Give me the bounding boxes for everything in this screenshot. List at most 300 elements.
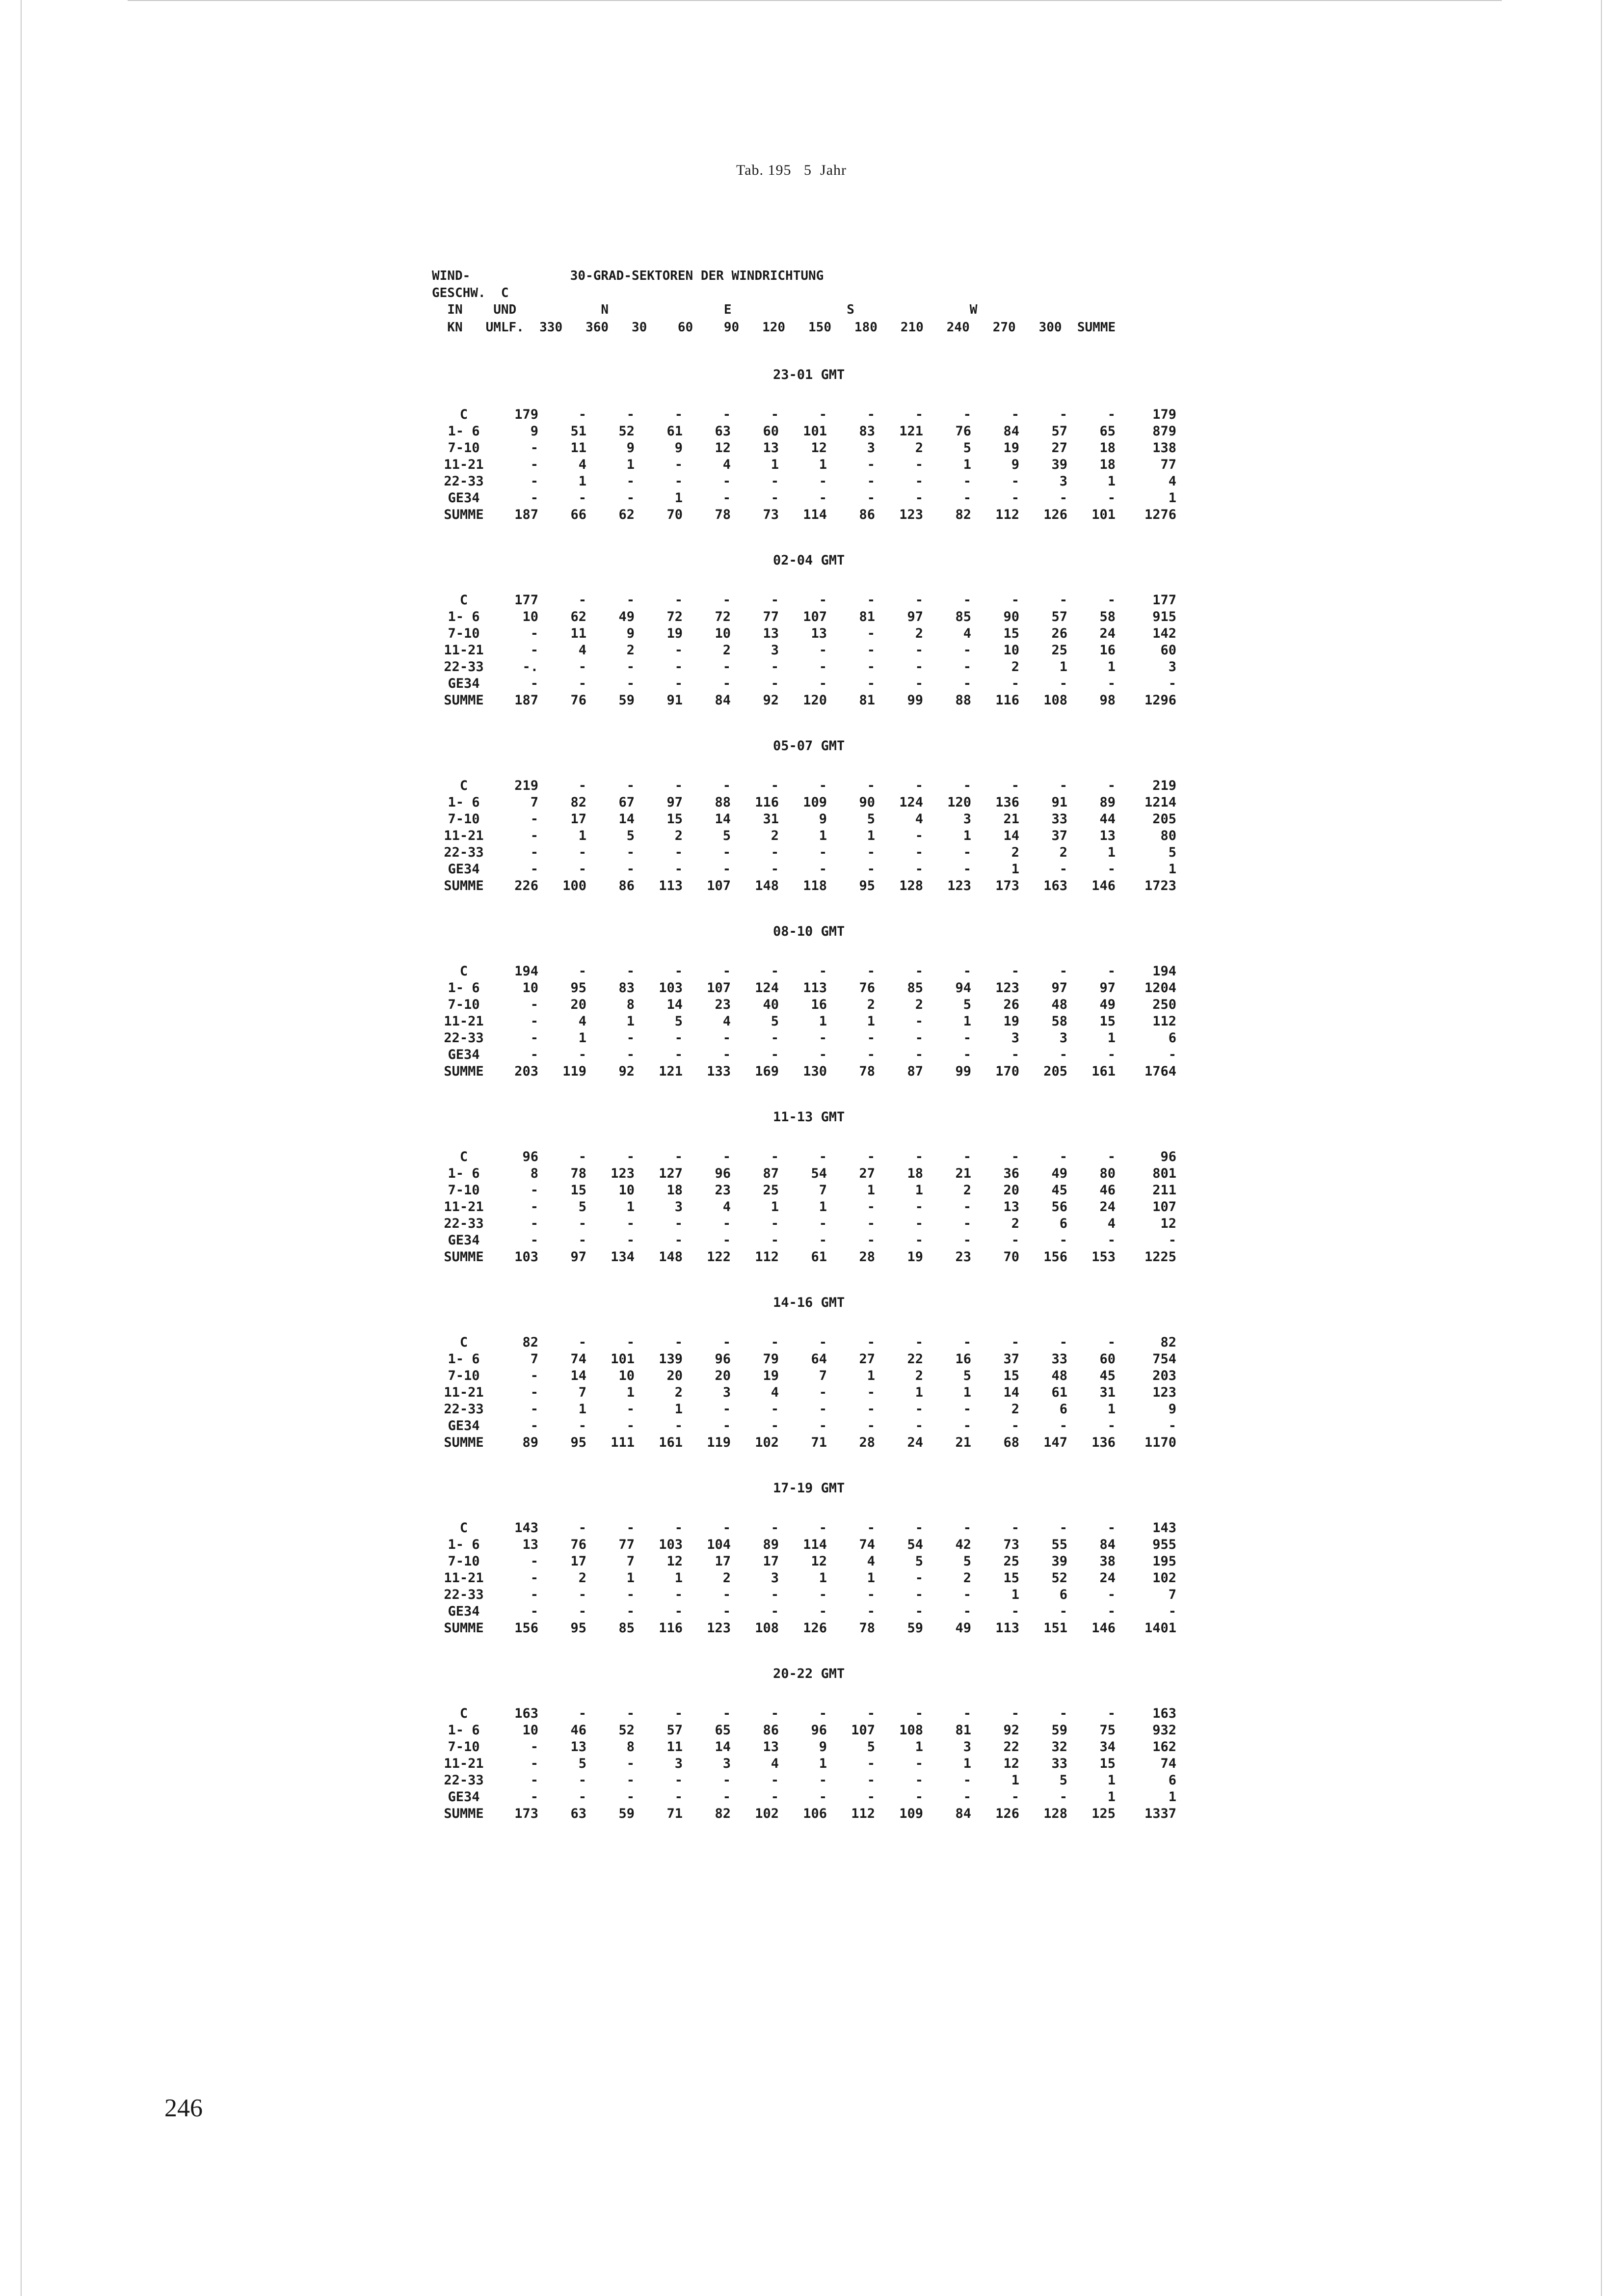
table-cell: 5 — [867, 811, 875, 827]
table-cell: 45 — [1051, 1183, 1067, 1198]
table-cell: 33 — [1051, 811, 1067, 827]
table-cell: - — [674, 1604, 683, 1619]
row-label: 7-10 — [448, 997, 480, 1012]
table-cell: 27 — [859, 1351, 875, 1367]
table-cell: - — [722, 1047, 731, 1062]
table-cell: 2 — [771, 828, 779, 843]
row-label: 7-10 — [448, 1739, 480, 1755]
table-cell: 112 — [995, 507, 1019, 522]
row-label: 7-10 — [448, 1368, 480, 1383]
row-label: 11-21 — [444, 1385, 484, 1400]
table-cell: 18 — [907, 1166, 923, 1181]
row-total-cell: 179 — [1152, 407, 1176, 422]
table-cell: 18 — [1099, 440, 1116, 456]
row-total-cell: 1 — [1168, 1789, 1176, 1805]
table-cell: - — [722, 593, 731, 608]
table-cell: 59 — [1051, 1723, 1067, 1738]
table-cell: - — [626, 845, 635, 860]
row-label: 1- 6 — [448, 1166, 480, 1181]
table-cell: - — [819, 862, 827, 877]
table-cell: 4 — [771, 1385, 779, 1400]
table-cell: - — [867, 1520, 875, 1536]
table-cell: 89 — [522, 1435, 538, 1450]
table-cell: 3 — [722, 1756, 731, 1771]
table-cell: 104 — [707, 1537, 731, 1552]
table-cell: 107 — [707, 980, 731, 996]
table-cell: 88 — [955, 693, 971, 708]
block-title: 23-01 GMT — [773, 367, 845, 382]
table-cell: - — [1059, 862, 1067, 877]
table-cell: - — [578, 1216, 586, 1231]
table-cell: 92 — [618, 1064, 635, 1079]
table-cell: - — [530, 1402, 538, 1417]
table-cell: 163 — [1043, 878, 1067, 893]
table-cell: 9 — [819, 1739, 827, 1755]
table-cell: - — [819, 474, 827, 489]
table-cell: 107 — [851, 1723, 875, 1738]
table-cell: 133 — [707, 1064, 731, 1079]
table-cell: 7 — [578, 1385, 586, 1400]
table-cell: - — [963, 964, 971, 979]
table-cell: 4 — [722, 1014, 731, 1029]
table-cell: 109 — [803, 795, 827, 810]
table-cell: - — [963, 1418, 971, 1433]
table-cell: 6 — [1059, 1587, 1067, 1602]
table-cell: 1 — [819, 1756, 827, 1771]
table-cell: - — [578, 845, 586, 860]
row-total-cell: 177 — [1152, 593, 1176, 608]
table-cell: - — [722, 1233, 731, 1248]
table-cell: - — [819, 1604, 827, 1619]
table-cell: 2 — [626, 643, 635, 658]
table-cell: 11 — [570, 440, 586, 456]
table-cell: - — [819, 1335, 827, 1350]
table-cell: - — [674, 1418, 683, 1433]
table-cell: 127 — [659, 1166, 683, 1181]
table-cell: 20 — [715, 1368, 731, 1383]
table-cell: - — [722, 778, 731, 793]
table-cell: 113 — [803, 980, 827, 996]
table-cell: - — [819, 1233, 827, 1248]
table-cell: 1 — [1107, 659, 1116, 675]
table-cell: - — [530, 1773, 538, 1788]
table-cell: - — [915, 1773, 923, 1788]
table-cell: 116 — [995, 693, 1019, 708]
table-cell: 85 — [955, 609, 971, 624]
table-cell: 96 — [715, 1166, 731, 1181]
table-cell: - — [819, 1385, 827, 1400]
table-cell: 19 — [1003, 440, 1019, 456]
table-cell: 61 — [811, 1249, 827, 1265]
table-cell: 2 — [1011, 659, 1019, 675]
table-cell: 1 — [771, 457, 779, 472]
table-cell: 15 — [1003, 626, 1019, 641]
table-cell: - — [963, 1520, 971, 1536]
table-cell: - — [819, 1418, 827, 1433]
table-cell: 95 — [570, 1435, 586, 1450]
table-cell: - — [771, 1418, 779, 1433]
table-cell: 83 — [859, 424, 875, 439]
row-label: GE34 — [448, 1604, 480, 1619]
table-cell: 109 — [899, 1806, 923, 1821]
table-cell: 95 — [859, 878, 875, 893]
table-cell: 78 — [859, 1621, 875, 1636]
row-total-cell: 9 — [1168, 1402, 1176, 1417]
table-cell: 79 — [763, 1351, 779, 1367]
table-cell: - — [1107, 593, 1116, 608]
table-cell: 1 — [626, 457, 635, 472]
block-table — [432, 1520, 1217, 1637]
row-total-cell: 1 — [1168, 490, 1176, 506]
table-cell: 1 — [578, 828, 586, 843]
table-cell: 19 — [666, 626, 683, 641]
table-cell: 89 — [1099, 795, 1116, 810]
table-cell: 37 — [1003, 1351, 1019, 1367]
table-cell: 10 — [618, 1183, 635, 1198]
row-total-cell: 102 — [1152, 1570, 1176, 1586]
table-cell: - — [530, 1014, 538, 1029]
row-total-cell: 1214 — [1144, 795, 1176, 810]
table-cell: 44 — [1099, 811, 1116, 827]
table-cell: - — [530, 1554, 538, 1569]
table-cell: 14 — [570, 1368, 586, 1383]
table-cell: 120 — [947, 795, 971, 810]
table-cell: 3 — [1011, 1030, 1019, 1046]
table-cell: - — [819, 659, 827, 675]
table-cell: 45 — [1099, 1368, 1116, 1383]
row-total-cell: 801 — [1152, 1166, 1176, 1181]
table-cell: 119 — [562, 1064, 586, 1079]
table-cell: - — [1011, 1335, 1019, 1350]
table-cell: - — [963, 1587, 971, 1602]
table-cell: 92 — [1003, 1723, 1019, 1738]
table-cell: 169 — [755, 1064, 779, 1079]
table-cell: 81 — [955, 1723, 971, 1738]
table-cell: 10 — [522, 609, 538, 624]
row-label: GE34 — [448, 490, 480, 506]
table-cell: 128 — [1043, 1806, 1067, 1821]
table-cell: 11 — [666, 1739, 683, 1755]
table-cell: - — [915, 1233, 923, 1248]
table-cell: - — [530, 1183, 538, 1198]
table-cell: 5 — [915, 1554, 923, 1569]
table-cell: 14 — [618, 811, 635, 827]
table-cell: 92 — [763, 693, 779, 708]
block-table — [432, 1705, 1217, 1822]
table-cell: 15 — [570, 1183, 586, 1198]
row-total-cell: 1296 — [1144, 693, 1176, 708]
table-cell: 1 — [1059, 659, 1067, 675]
row-total-cell: 107 — [1152, 1199, 1176, 1215]
table-cell: - — [530, 1030, 538, 1046]
table-cell: - — [578, 1520, 586, 1536]
block-title: 05-07 GMT — [773, 738, 845, 754]
table-cell: 3 — [867, 440, 875, 456]
table-cell: - — [578, 676, 586, 691]
table-cell: 96 — [715, 1351, 731, 1367]
row-total-cell: 1764 — [1144, 1064, 1176, 1079]
table-cell: 6 — [1059, 1402, 1067, 1417]
row-label: GE34 — [448, 1047, 480, 1062]
table-cell: - — [578, 964, 586, 979]
table-cell: 1 — [963, 1014, 971, 1029]
row-label: C — [459, 593, 468, 608]
table-cell: 67 — [618, 795, 635, 810]
table-cell: 4 — [722, 1199, 731, 1215]
table-cell: - — [1059, 593, 1067, 608]
row-label: 22-33 — [444, 1773, 484, 1788]
block-table — [432, 778, 1217, 894]
row-total-cell: 219 — [1152, 778, 1176, 793]
table-cell: 14 — [1003, 828, 1019, 843]
row-total-cell: 12 — [1160, 1216, 1176, 1231]
table-cell: 7 — [530, 1351, 538, 1367]
table-cell: - — [1107, 778, 1116, 793]
table-cell: - — [1059, 778, 1067, 793]
table-cell: 173 — [514, 1806, 538, 1821]
block-table — [432, 406, 1217, 523]
table-cell: - — [915, 1570, 923, 1586]
table-cell: 33 — [1051, 1351, 1067, 1367]
table-cell: 121 — [659, 1064, 683, 1079]
table-cell: 78 — [570, 1166, 586, 1181]
row-label: C — [459, 407, 468, 422]
table-cell: - — [915, 1418, 923, 1433]
table-cell: 139 — [659, 1351, 683, 1367]
table-cell: 2 — [1011, 845, 1019, 860]
table-cell: 76 — [955, 424, 971, 439]
table-cell: - — [867, 1789, 875, 1805]
table-cell: 57 — [1051, 424, 1067, 439]
table-cell: 20 — [666, 1368, 683, 1383]
table-cell: 12 — [811, 1554, 827, 1569]
table-cell: 1 — [867, 1183, 875, 1198]
table-cell: 73 — [763, 507, 779, 522]
table-cell: - — [578, 1789, 586, 1805]
table-cell: - — [819, 1402, 827, 1417]
table-cell: 3 — [963, 811, 971, 827]
table-cell: - — [963, 1789, 971, 1805]
table-cell: 98 — [1099, 693, 1116, 708]
table-cell: 18 — [1099, 457, 1116, 472]
row-total-cell: 80 — [1160, 828, 1176, 843]
table-cell: 21 — [955, 1435, 971, 1450]
table-cell: - — [626, 1216, 635, 1231]
table-cell: 1 — [963, 828, 971, 843]
table-cell: 97 — [666, 795, 683, 810]
table-cell: - — [530, 1385, 538, 1400]
table-cell: 9 — [626, 626, 635, 641]
table-cell: - — [915, 1789, 923, 1805]
table-cell: - — [915, 1199, 923, 1215]
table-cell: - — [578, 490, 586, 506]
block-title: 08-10 GMT — [773, 924, 845, 939]
table-cell: 95 — [570, 1621, 586, 1636]
table-cell: - — [915, 659, 923, 675]
table-cell: 27 — [859, 1166, 875, 1181]
table-cell: 12 — [1003, 1756, 1019, 1771]
table-cell: 108 — [755, 1621, 779, 1636]
table-cell: - — [674, 778, 683, 793]
table-cell: - — [915, 474, 923, 489]
table-cell: 90 — [859, 795, 875, 810]
row-total-cell: 250 — [1152, 997, 1176, 1012]
row-label: 11-21 — [444, 457, 484, 472]
table-cell: - — [915, 828, 923, 843]
table-cell: 5 — [626, 828, 635, 843]
table-cell: - — [915, 1014, 923, 1029]
row-total-cell: 1276 — [1144, 507, 1176, 522]
table-cell: - — [626, 1789, 635, 1805]
row-total-cell: 60 — [1160, 643, 1176, 658]
table-cell: 60 — [1099, 1351, 1116, 1367]
table-cell: 85 — [618, 1621, 635, 1636]
table-cell: - — [626, 407, 635, 422]
table-cell: - — [867, 845, 875, 860]
table-cell: - — [771, 1233, 779, 1248]
row-total-cell: 203 — [1152, 1368, 1176, 1383]
table-cell: 4 — [1107, 1216, 1116, 1231]
table-cell: 86 — [618, 878, 635, 893]
table-cell: 23 — [715, 1183, 731, 1198]
table-cell: 1 — [626, 1570, 635, 1586]
table-cell: 102 — [755, 1435, 779, 1450]
table-cell: - — [915, 1402, 923, 1417]
row-label: GE34 — [448, 862, 480, 877]
block-table — [432, 1334, 1217, 1451]
header-line-1: WIND- 30-GRAD-SEKTOREN DER WINDRICHTUNG — [432, 269, 824, 283]
row-label: 7-10 — [448, 626, 480, 641]
table-cell: - — [1107, 1149, 1116, 1164]
block-title: 17-19 GMT — [773, 1481, 845, 1496]
table-cell: - — [867, 1773, 875, 1788]
table-cell: 17 — [570, 1554, 586, 1569]
table-cell: 10 — [1003, 643, 1019, 658]
table-cell: 16 — [811, 997, 827, 1012]
table-cell: - — [530, 1587, 538, 1602]
table-cell: - — [771, 1604, 779, 1619]
table-cell: 161 — [659, 1435, 683, 1450]
table-cell: - — [530, 643, 538, 658]
table-cell: - — [530, 626, 538, 641]
table-cell: - — [530, 1233, 538, 1248]
table-cell: - — [819, 778, 827, 793]
table-cell: - — [963, 1030, 971, 1046]
table-cell: - — [771, 1030, 779, 1046]
table-cell: - — [867, 1418, 875, 1433]
table-cell: 136 — [1091, 1435, 1116, 1450]
table-cell: 4 — [915, 811, 923, 827]
table-cell: 113 — [659, 878, 683, 893]
table-cell: - — [867, 1335, 875, 1350]
table-cell: 14 — [715, 811, 731, 827]
row-label: 1- 6 — [448, 795, 480, 810]
table-cell: - — [626, 1402, 635, 1417]
table-cell: - — [530, 997, 538, 1012]
row-total-cell: 6 — [1168, 1030, 1176, 1046]
table-cell: - — [771, 1047, 779, 1062]
table-cell: 1 — [578, 1030, 586, 1046]
table-cell: 1 — [819, 828, 827, 843]
table-cell: - — [1011, 593, 1019, 608]
table-cell: - — [722, 659, 731, 675]
table-cell: 116 — [755, 795, 779, 810]
table-cell: 2 — [1059, 845, 1067, 860]
table-cell: 81 — [859, 693, 875, 708]
table-cell: - — [674, 659, 683, 675]
row-label: C — [459, 1149, 468, 1164]
table-cell: 161 — [1091, 1064, 1116, 1079]
row-label: SUMME — [444, 1806, 484, 1821]
table-cell: 146 — [1091, 878, 1116, 893]
table-cell: 7 — [819, 1368, 827, 1383]
table-cell: - — [867, 457, 875, 472]
row-label: 11-21 — [444, 1570, 484, 1586]
table-cell: - — [771, 490, 779, 506]
table-cell: 2 — [915, 1368, 923, 1383]
table-cell: 13 — [811, 626, 827, 641]
table-cell: - — [722, 1773, 731, 1788]
table-cell: 9 — [626, 440, 635, 456]
table-cell: - — [963, 490, 971, 506]
table-cell: 71 — [666, 1806, 683, 1821]
table-cell: 1 — [867, 1014, 875, 1029]
table-cell: 126 — [803, 1621, 827, 1636]
row-label: 1- 6 — [448, 1537, 480, 1552]
table-cell: - — [819, 1773, 827, 1788]
table-cell: - — [771, 1520, 779, 1536]
row-total-cell: 932 — [1152, 1723, 1176, 1738]
table-cell: - — [674, 845, 683, 860]
row-label: C — [459, 1520, 468, 1536]
table-cell: - — [674, 1789, 683, 1805]
table-cell: 103 — [514, 1249, 538, 1265]
table-cell: 163 — [514, 1706, 538, 1721]
top-edge-line — [128, 0, 1502, 1]
table-cell: 60 — [763, 424, 779, 439]
table-cell: 156 — [514, 1621, 538, 1636]
table-cell: - — [626, 676, 635, 691]
table-cell: - — [530, 1199, 538, 1215]
table-cell: 15 — [666, 811, 683, 827]
table-cell: - — [819, 1706, 827, 1721]
table-cell: 86 — [859, 507, 875, 522]
table-cell: - — [867, 659, 875, 675]
table-cell: 1 — [915, 1183, 923, 1198]
table-cell: - — [819, 490, 827, 506]
table-cell: 5 — [963, 440, 971, 456]
table-cell: 153 — [1091, 1249, 1116, 1265]
table-cell: 78 — [715, 507, 731, 522]
table-cell: - — [722, 1706, 731, 1721]
table-cell: 1 — [1011, 1587, 1019, 1602]
row-label: 22-33 — [444, 1030, 484, 1046]
table-cell: - — [1011, 964, 1019, 979]
table-cell: - — [819, 845, 827, 860]
table-cell: - — [722, 676, 731, 691]
table-cell: 111 — [611, 1435, 635, 1450]
table-cell: 13 — [763, 626, 779, 641]
table-cell: 97 — [570, 1249, 586, 1265]
table-cell: 91 — [666, 693, 683, 708]
table-cell: - — [1059, 676, 1067, 691]
table-cell: - — [626, 1520, 635, 1536]
table-cell: 1 — [578, 1402, 586, 1417]
table-cell: 8 — [626, 1739, 635, 1755]
table-cell: - — [626, 659, 635, 675]
table-cell: - — [819, 407, 827, 422]
table-cell: 116 — [659, 1621, 683, 1636]
